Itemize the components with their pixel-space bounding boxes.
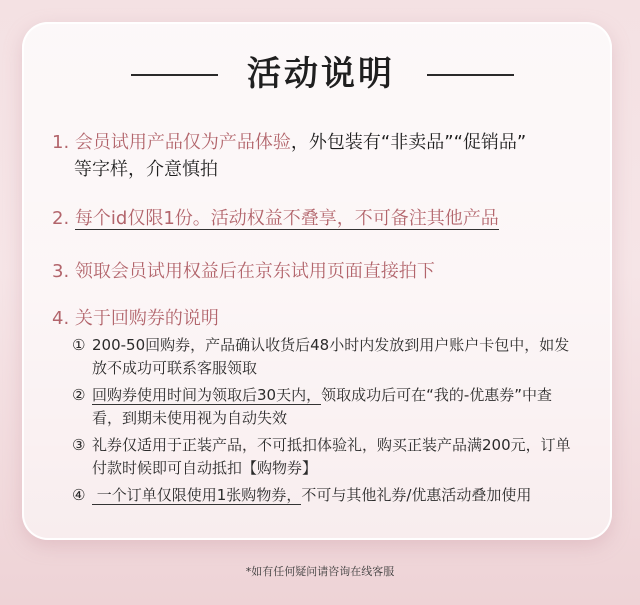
sub-text: 200-50回购券，产品确认收货后48小时内发放到用户账户卡包中，如发: [92, 336, 570, 354]
sub-text: 不可与其他礼券/优惠活动叠加使用: [301, 486, 532, 504]
title-divider-right: [427, 74, 514, 76]
rule-text: ，外包装有“非卖品”“促销品”: [290, 132, 527, 153]
sub-text: 领取成功后可在“我的-优惠券”中查: [321, 386, 553, 404]
rule-item-4: [52, 305, 219, 332]
sub-item-1: [72, 334, 592, 380]
sub-item-2: [72, 384, 592, 430]
sub-text-underlined: 一个订单仅限使用1张购物券，: [92, 486, 302, 504]
sub-marker: ②: [72, 386, 86, 404]
sub-text-line2: 付款时候即可自动抵扣【购物券】: [92, 459, 318, 477]
title-row: [0, 52, 640, 96]
sub-item-4: [72, 484, 592, 507]
rule-highlight: 会员试用产品仅为产品体验: [74, 132, 291, 153]
rule-number: 2.: [52, 208, 70, 229]
rule-text-line2: 等字样，介意慎拍: [74, 159, 218, 180]
sub-marker: ④: [72, 486, 86, 504]
sub-item-3: [72, 434, 592, 480]
rule-number: 1.: [52, 132, 70, 153]
rule-number: 4.: [52, 308, 70, 329]
sub-text: 礼券仅适用于正装产品，不可抵扣体验礼，购买正装产品满200元，订单: [92, 436, 571, 454]
sub-text-underlined: 回购券使用时间为领取后30天内，: [92, 386, 322, 404]
rule-number: 3.: [52, 261, 70, 282]
sub-marker: ①: [72, 336, 86, 354]
rule-text: 每个id仅限1份。活动权益不叠享，不可备注其他产品: [74, 208, 499, 229]
footnote: *如有任何疑问请咨询在线客服: [245, 565, 395, 578]
sub-text-line2: 看，到期未使用视为自动失效: [92, 409, 288, 427]
rule-item-2: [52, 205, 499, 232]
sub-marker: ③: [72, 436, 86, 454]
rule-item-3: [52, 258, 435, 285]
sub-text-line2: 放不成功可联系客服领取: [92, 359, 258, 377]
title-divider-left: [131, 74, 218, 76]
rule-item-1: [52, 129, 526, 183]
page-title: 活动说明: [247, 54, 395, 94]
rule-text: 关于回购券的说明: [74, 308, 219, 329]
rule-text: 领取会员试用权益后在京东试用页面直接拍下: [74, 261, 435, 282]
